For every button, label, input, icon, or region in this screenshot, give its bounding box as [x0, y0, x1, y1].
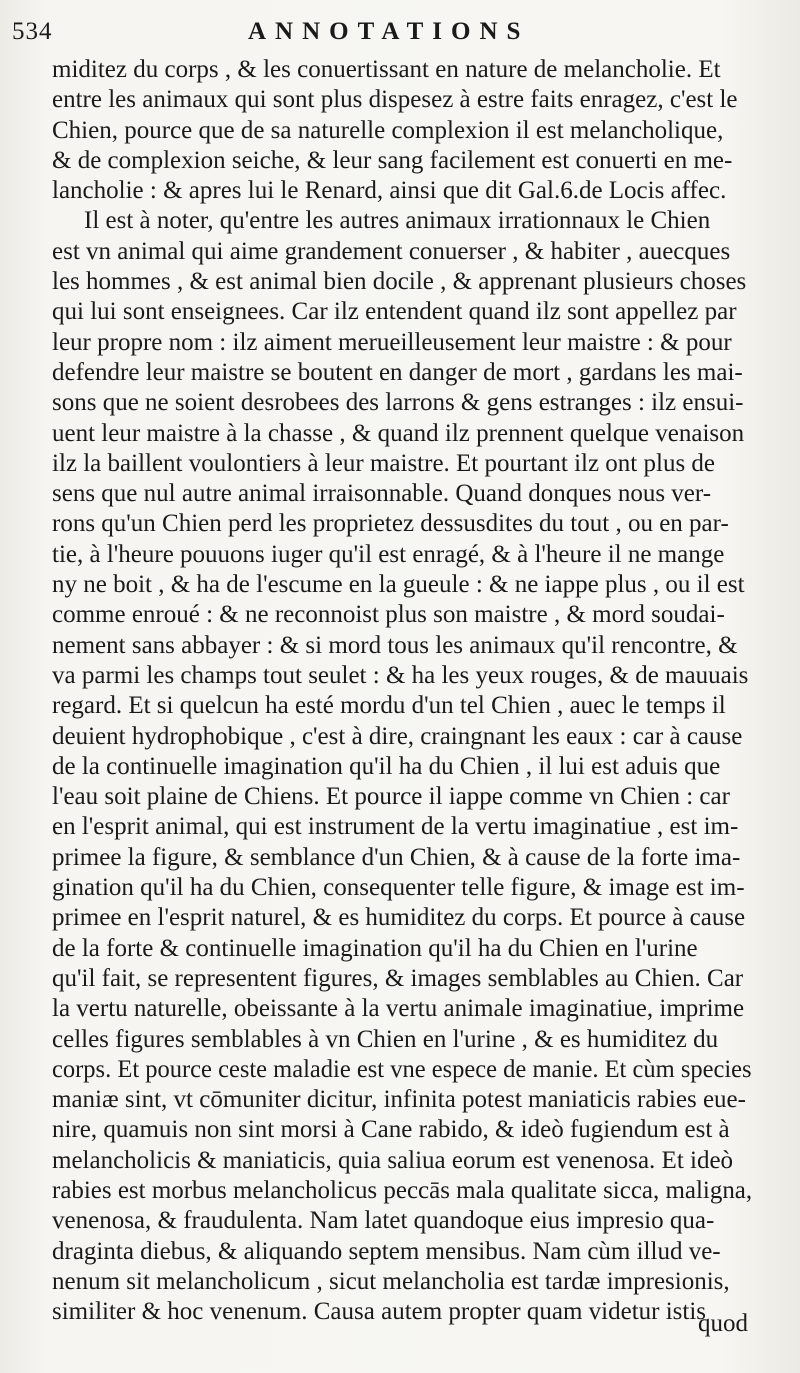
text-line: de la forte & continuelle imagination qu'il ha du Chien en l'urine — [52, 934, 698, 962]
text-line: defendre leur maistre se boutent en danger de mort , gardans les mai- — [52, 358, 743, 386]
text-line: en l'esprit animal, qui est instrument de la vertu imaginatiue , est im- — [52, 813, 739, 841]
text-line: les hommes , & est animal bien docile , & apprenant plusieurs choses — [52, 268, 747, 296]
text-line: maniæ sint, vt cōmuniter dicitur, infinita potest maniaticis rabies eue- — [52, 1086, 746, 1114]
text-line: melancholicis & maniaticis, quia saliua eorum est venenosa. Et ideò — [52, 1146, 734, 1174]
text-line: deuient hydrophobique , c'est à dire, craingnant les eaux : car à cause — [52, 722, 743, 750]
text-line: corps. Et pource ceste maladie est vne espece de manie. Et cùm species — [52, 1055, 752, 1083]
text-line: primee en l'esprit naturel, & es humiditez du corps. Et pource à cause — [52, 904, 746, 932]
text-line: nement sans abbayer : & si mord tous les animaux qu'il rencontre, & — [52, 631, 738, 659]
text-line: qui lui sont enseignees. Car ilz entendent quand ilz sont appellez par — [52, 298, 737, 326]
text-line: primee la figure, & semblance d'un Chien, & à cause de la forte ima- — [52, 843, 741, 871]
text-line: venenosa, & fraudulenta. Nam latet quandoque eius impresio qua- — [52, 1207, 715, 1235]
text-line: sens que nul autre animal irraisonnable. Quand donques nous ver- — [52, 480, 712, 508]
running-head: ANNOTATIONS — [248, 18, 530, 45]
text-line: la vertu naturelle, obeissante à la vertu animale imaginatiue, imprime — [52, 995, 745, 1023]
text-line: qu'il fait, se representent figures, & images semblables au Chien. Car — [52, 964, 744, 992]
text-line: miditez du corps , & les conuertissant en nature de melancholie. Et — [52, 56, 721, 83]
text-line: lancholie : & apres lui le Renard, ainsi que dit Gal.6.de Locis affec. — [52, 177, 727, 205]
text-line: similiter & hoc venenum. Causa autem propter quam videtur istis — [52, 1298, 707, 1326]
page-number: 534 — [12, 18, 53, 45]
page-header — [8, 14, 792, 50]
text-line: l'eau soit plaine de Chiens. Et pource il iappe comme vn Chien : car — [52, 783, 730, 811]
text-line: est vn animal qui aime grandement conuerser , & habiter , auecques — [52, 237, 731, 265]
text-line: regard. Et si quelcun ha esté mordu d'un tel Chien , auec le temps il — [52, 692, 726, 720]
text-line: & de complexion seiche, & leur sang facilement est conuerti en me- — [52, 146, 733, 174]
page-footer — [52, 1308, 754, 1348]
text-line: nire, quamuis non sint morsi à Cane rabido, & ideò fugiendum est à — [52, 1116, 730, 1144]
text-line: va parmi les champs tout seulet : & ha les yeux rouges, & de mauuais — [52, 661, 749, 689]
text-line: Il est à noter, qu'entre les autres animaux irrationnaux le Chien — [84, 207, 711, 235]
text-line: uent leur maistre à la chasse , & quand ilz prennent quelque venaison — [52, 419, 745, 447]
text-line: comme enroué : & ne reconnoist plus son maistre , & mord soudai- — [52, 601, 725, 629]
catchword: quod — [698, 1310, 748, 1337]
text-line: draginta diebus, & aliquando septem mensibus. Nam cùm illud ve- — [52, 1237, 721, 1265]
text-line: celles figures semblables à vn Chien en l'urine , & es humiditez du — [52, 1025, 719, 1053]
text-line: leur propre nom : ilz aiment merueilleusement leur maistre : & pour — [52, 328, 732, 356]
text-line: nenum sit melancholicum , sicut melancholia est tardæ impresionis, — [52, 1267, 730, 1295]
text-line: entre les animaux qui sont plus dispesez à estre faits enragez, c'est le — [52, 86, 738, 114]
text-line: Chien, pource que de sa naturelle complexion il est melancholique, — [52, 116, 724, 144]
text-line: rons qu'un Chien perd les proprietez dessusdites du tout , ou en par- — [52, 510, 729, 538]
text-line: de la continuelle imagination qu'il ha du Chien , il lui est aduis que — [52, 752, 721, 780]
text-line: sons que ne soient desrobees des larrons & gens estranges : ilz ensui- — [52, 389, 744, 417]
text-line: ny ne boit , & ha de l'escume en la gueule : & ne iappe plus , ou il est — [52, 571, 745, 599]
text-line: rabies est morbus melancholicus peccās mala qualitate sicca, maligna, — [52, 1176, 753, 1204]
text-line: ilz la baillent voulontiers à leur maistre. Et pourtant ilz ont plus de — [52, 449, 716, 477]
body-text — [52, 55, 752, 1327]
text-line: tie, à l'heure pouuons iuger qu'il est enragé, & à l'heure il ne mange — [52, 540, 725, 568]
text-line: gination qu'il ha du Chien, consequenter telle figure, & image est im- — [52, 874, 745, 902]
